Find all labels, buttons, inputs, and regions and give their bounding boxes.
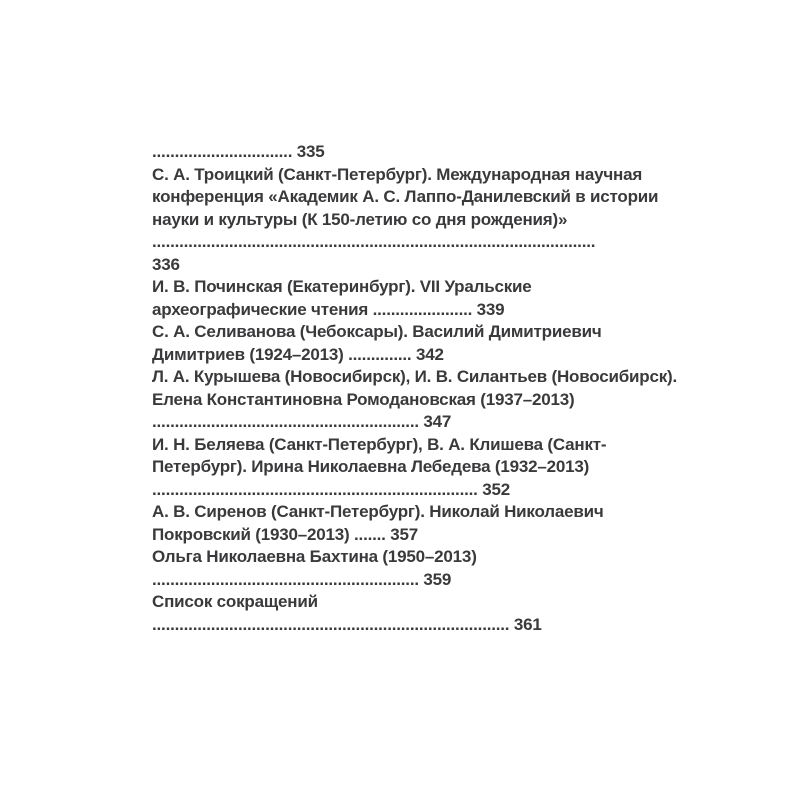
toc-entry-line: Ольга Николаевна Бахтина (1950–2013) [152,547,477,566]
toc-leader-line: .................................................................................................. [152,232,596,251]
toc-entry-line: С. А. Селиванова (Чебоксары). Василий Димитриевич [152,322,602,341]
table-of-contents [152,141,712,636]
toc-page-number-line: 336 [152,254,180,274]
toc-entry-line: Список сокращений [152,592,318,611]
toc-entry-line: И. В. Починская (Екатеринбург). VII Уральские [152,277,532,296]
toc-leader-line: ........................................................... 359 [152,569,452,589]
toc-entry-line: конференция «Академик А. С. Лаппо-Данилевский в истории [152,187,659,206]
toc-entry-line: Димитриев (1924–2013) .............. 342 [152,344,444,364]
toc-entry-line: С. А. Троицкий (Санкт-Петербург). Международная научная [152,164,643,184]
toc-entry-line: И. Н. Беляева (Санкт-Петербург), В. А. Клишева (Санкт- [152,434,607,454]
toc-leader-line: ........................................................................ 352 [152,479,510,499]
toc-leader-line: ............................... 335 [152,142,325,161]
toc-leader-line: ........................................................... 347 [152,412,452,431]
toc-entry-line: науки и культуры (К 150-летию со дня рождения)» [152,209,568,229]
toc-entry-line: Петербург). Ирина Николаевна Лебедева (1932–2013) [152,457,590,476]
toc-entry-line: А. В. Сиренов (Санкт-Петербург). Николай Николаевич [152,502,604,521]
toc-entry-line: Покровский (1930–2013) ....... 357 [152,524,418,544]
toc-entry-line: Елена Константиновна Ромодановская (1937–2013) [152,389,575,409]
toc-entry-line: Л. А. Курышева (Новосибирск), И. В. Силантьев (Новосибирск). [152,367,677,386]
toc-entry-line: археографические чтения ...................... 339 [152,299,505,319]
toc-leader-line: ............................................................................... 361 [152,614,542,634]
